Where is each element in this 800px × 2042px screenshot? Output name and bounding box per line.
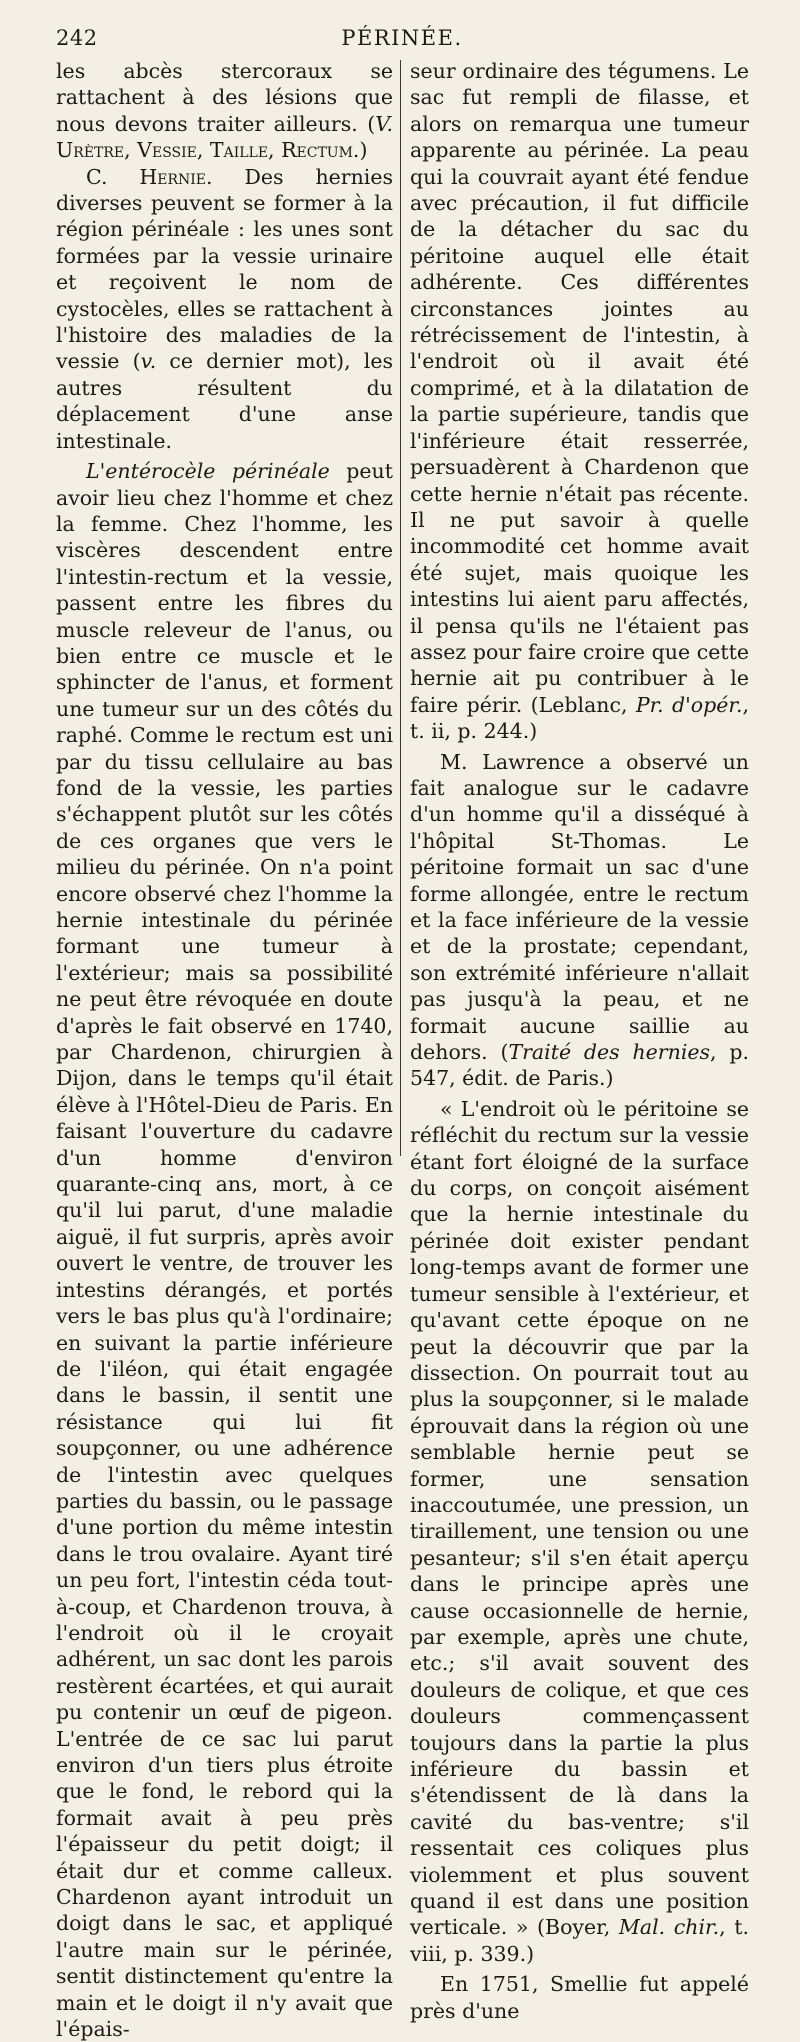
right-p2-cite-end: , p. 547, édit. de Paris.) bbox=[410, 1040, 749, 1091]
right-p3-cite-end: , t. viii, p. 339.) bbox=[410, 1915, 749, 1966]
right-paragraph-1 bbox=[410, 58, 749, 745]
term-enterocele: L'entérocèle périnéale bbox=[86, 459, 330, 484]
left-p2-text: Des hernies diverses peuvent se former à la région périnéale : les unes sont formées par la vessie urinaire et reçoivent le nom de cystocèles, elles se rattachent à l'histoire des maladies de la vessie ( bbox=[56, 164, 393, 374]
running-title: PÉRINÉE. bbox=[341, 26, 463, 50]
left-p2-v: v. bbox=[140, 349, 157, 374]
right-p1-cite: Pr. d'opér. bbox=[635, 692, 743, 717]
left-p3-text: peut avoir lieu chez l'homme et chez la femme. Chez l'homme, les viscères descendent entre l'intestin-rectum et la vessie, passent entre les fibres du muscle releveur de l'anus, ou bien entre ce muscle et le sphincter de l'anus, et forment une tumeur sur un des côtés du raphé. Comme le rectum est uni par du tissu cellulaire au bas fond de la vessie, les parties s'échappent plutôt sur les côtés de ces organes que vers le milieu du périnée. On n'a point encore observé chez l'homme la hernie intestinale du périnée formant une tumeur à l'extérieur; mais sa possibilité ne peut être révoquée en doute d'après le fait observé en 1740, par Chardenon, chirurgien à Dijon, dans le temps qu'il était élève à l'Hôtel-Dieu de Paris. En faisant l'ouverture du cadavre d'un homme d'environ quarante-cinq ans, mort, à ce qu'il lui parut, d'une maladie aiguë, il fut surpris, après avoir ouvert le ventre, de trouver les intestins dérangés, et portés vers le bas plus qu'à l'ordinaire; en suivant la partie inférieure de l'iléon, qui était engagée dans le bassin, il sentit une résistance qui lui fit soupçonner, ou une adhérence de l'intestin avec quelques parties du bassin, ou le passage d'une portion du même intestin dans le trou ovalaire. Ayant tiré un peu fort, l'intestin céda tout-à-coup, et Chardenon trouva, à l'endroit où il le croyait adhérent, un sac dont les parois restèrent écartées, et qui aurait pu contenir un œuf de pigeon. L'entrée de ce sac lui parut environ d'un tiers plus étroite que le fond, le rebord qui la formait avait à peu près l'épaisseur du petit doigt; il était dur et comme calleux. Chardenon ayant introduit un doigt dans le sac, et appliqué l'autre main sur le périnée, sentit distinctement qu'entre la main et le doigt il n'y avait que l'épais- bbox=[56, 459, 393, 2042]
page-number: 242 bbox=[56, 26, 98, 50]
left-paragraph-1 bbox=[56, 58, 393, 164]
right-column bbox=[410, 58, 749, 2024]
column-divider bbox=[400, 60, 401, 1156]
left-p1-ref-v: V. bbox=[375, 111, 393, 136]
section-label-hernie: C. Hernie. bbox=[86, 164, 213, 189]
right-p4-text: En 1751, Smellie fut appelé près d'une bbox=[410, 1972, 749, 2023]
right-p3-text: « L'endroit où le péritoine se réfléchit du rectum sur la vessie étant fort éloigné de la surface du corps, on conçoit aisément que la hernie intestinale du périnée doit exister pendant long-temps avant de former une tumeur sensible à l'extérieur, et qu'avant cette époque on ne peut la découvrir que par la dissection. On pourrait tout au plus la soupçonner, si le malade éprouvait dans la région où une semblable hernie peut se former, une sensation inaccoutumée, une pression, un tiraillement, une tension ou une pesanteur; s'il s'en était aperçu dans le principe après une cause occasionnelle de hernie, par exemple, après une chute, etc.; s'il avait souvent des douleurs de colique, et que ces douleurs commençassent toujours dans la partie la plus inférieure du bassin et s'étendissent de là dans la cavité du bas-ventre; s'il ressentait ces coliques plus violemment et plus souvent quand il est dans une position verticale. » (Boyer, bbox=[410, 1096, 749, 1940]
left-p1-ref-open: ( bbox=[367, 111, 376, 136]
right-paragraph-2 bbox=[410, 749, 749, 1092]
left-paragraph-3 bbox=[56, 458, 393, 2042]
right-p2-cite: Traité des hernies bbox=[508, 1040, 711, 1065]
right-p2-text: M. Lawrence a observé un fait analogue sur le cadavre d'un homme qu'il a disséqué à l'hôpital St-Thomas. Le péritoine formait un sac d'une forme allongée, entre le rectum et la face inférieure de la vessie et de la prostate; cependant, son extrémité inférieure n'allait pas jusqu'à la peau, et ne formait aucune saillie au dehors. ( bbox=[410, 749, 749, 1065]
right-paragraph-4 bbox=[410, 1971, 749, 2024]
left-paragraph-2 bbox=[56, 164, 393, 454]
left-p1-ref-close: ) bbox=[359, 138, 368, 163]
left-p1-ref-text: Urètre, Vessie, Taille, Rectum. bbox=[56, 138, 360, 163]
right-p1-text: seur ordinaire des tégumens. Le sac fut rempli de filasse, et alors on remarqua une tumeur apparente au périnée. La peau qui la couvrait ayant été fendue avec précaution, il fut difficile de la détacher du sac du péritoine auquel elle était adhérente. Ces différentes circonstances jointes au rétrécissement de l'intestin, à l'endroit où il avait été comprimé, et à la dilatation de la partie supérieure, tandis que l'inférieure était resserrée, persuadèrent à Chardenon que cette hernie n'était pas récente. Il ne put savoir à quelle incommodité cet homme avait été sujet, mais quoique les intestins lui aient paru affectés, il pensa qu'ils ne l'étaient pas assez pour faire croire que cette hernie ait pu contribuer à le faire périr. (Leblanc, bbox=[410, 59, 749, 717]
right-paragraph-3 bbox=[410, 1096, 749, 1967]
right-p1-cite-end: , t. ii, p. 244.) bbox=[410, 692, 749, 744]
left-column bbox=[56, 58, 393, 2042]
left-p2-text-end: ce dernier mot), les autres résultent du déplacement d'une anse intestinale. bbox=[56, 349, 393, 453]
left-p1-text: les abcès stercoraux se rattachent à des lésions que nous devons traiter ailleurs. bbox=[56, 59, 393, 136]
page-header bbox=[56, 26, 748, 56]
right-p3-cite: Mal. chir. bbox=[618, 1915, 720, 1940]
